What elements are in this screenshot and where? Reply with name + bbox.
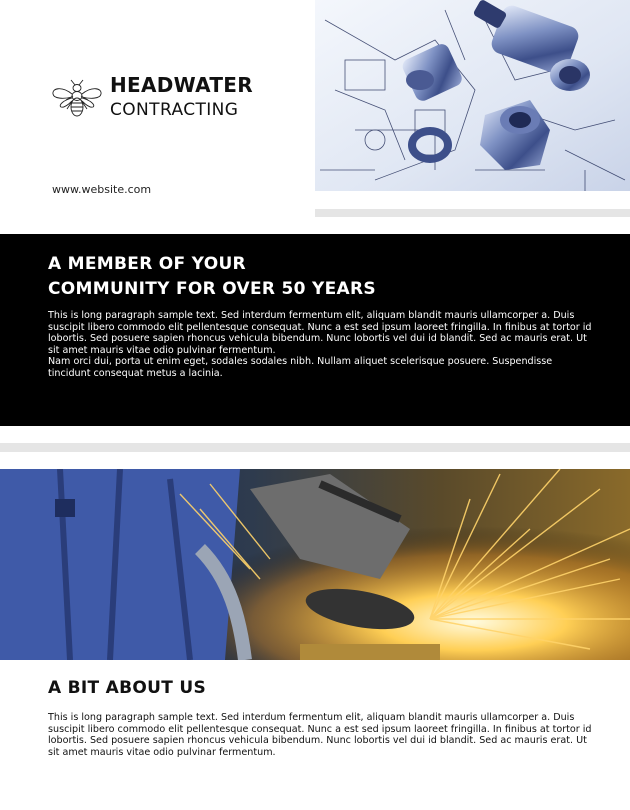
brand-name: HEADWATER bbox=[110, 73, 253, 97]
headline-line-1: A MEMBER OF YOUR bbox=[48, 254, 246, 274]
community-headline bbox=[48, 252, 588, 302]
grinder-sparks-image bbox=[0, 469, 630, 660]
about-title: A BIT ABOUT US bbox=[48, 678, 207, 698]
community-paragraph bbox=[48, 310, 593, 380]
community-paragraph-2: Nam orci dui, porta ut enim eget, sodales sodales nibh. Nullam aliquet scelerisque posuere. Suspendisse tincidunt consequat metus a lacinia. bbox=[48, 356, 553, 379]
blueprint-image bbox=[315, 0, 630, 191]
decorative-stripe-wide bbox=[0, 443, 630, 452]
about-paragraph: This is long paragraph sample text. Sed interdum fermentum elit, aliquam blandit mauris ullamcorper a. Duis suscipit libero commodo elit pellentesque consequat. Nunc a est sed ipsum laoreet fringilla. In finibus at tortor id lobortis. Sed posuere sapien rhoncus vehicula bibendum. Nunc lobortis vel dui id blandit. Sed ac mauris erat. Ut sit amet mauris vitae odio pulvinar fermentum. bbox=[48, 712, 592, 758]
decorative-stripe bbox=[315, 209, 630, 217]
headline-line-2: COMMUNITY FOR OVER 50 YEARS bbox=[48, 279, 376, 299]
bee-icon bbox=[50, 78, 104, 118]
website-link[interactable]: www.website.com bbox=[52, 183, 152, 196]
community-paragraph-1: This is long paragraph sample text. Sed interdum fermentum elit, aliquam blandit mauris ullamcorper a. Duis suscipit libero commodo elit pellentesque consequat. Nunc a est sed ipsum laoreet fringilla. In finibus at tortor id lobortis. Sed posuere sapien rhoncus vehicula bibendum. Nunc lobortis vel dui id blandit. Sed ac mauris erat. Ut sit amet mauris vitae odio pulvinar fermentum. bbox=[48, 310, 592, 356]
brand-subtitle: CONTRACTING bbox=[110, 100, 239, 120]
